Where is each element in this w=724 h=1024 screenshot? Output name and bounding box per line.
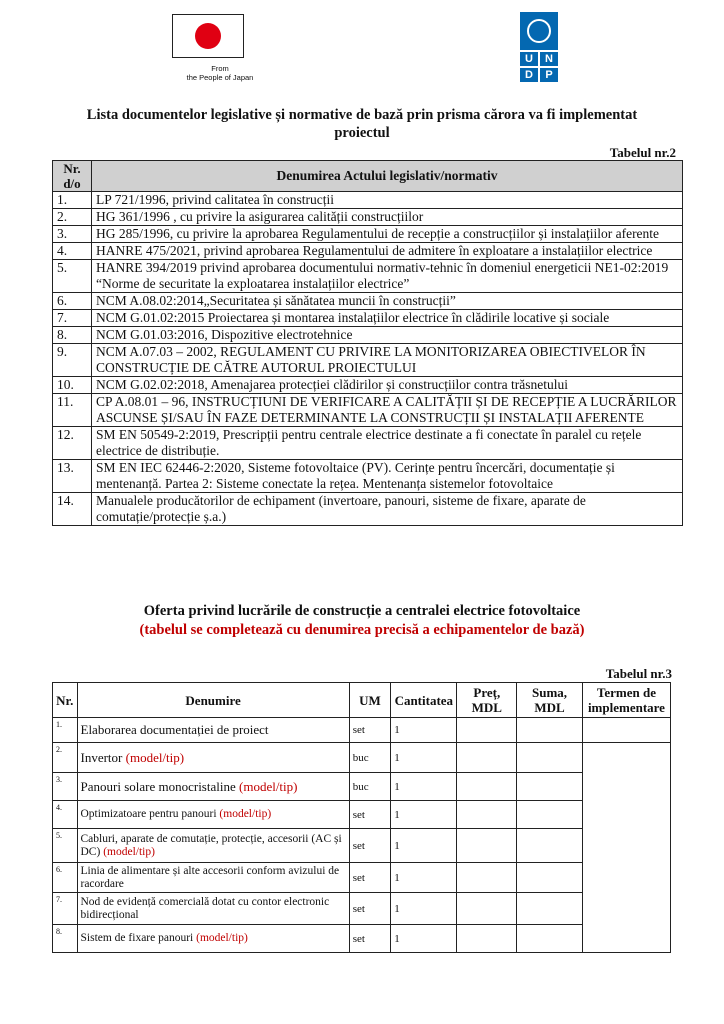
table-row — [53, 743, 671, 773]
document-name: Manualele producătorilor de echipament (invertoare, panouri, sisteme de fixare, aparate de comutație/protecție ș.a.) — [92, 493, 683, 526]
row-number: 1. — [53, 718, 78, 743]
item-name: Sistem de fixare panouri — [80, 932, 197, 944]
document-name: CP A.08.01 – 96, INSTRUCȚIUNI DE VERIFICARE A CALITĂȚII ȘI DE RECEPȚIE A LUCRĂRILOR ASCUNSE ȘI/SAU ÎN FAZE DETERMINANTE LA CONSTRUCȚII ȘI INSTALAȚII AFERENTE — [92, 394, 683, 427]
item-quantity: 1 — [391, 743, 457, 773]
item-um: set — [349, 893, 390, 925]
table-row — [53, 310, 683, 327]
item-quantity: 1 — [391, 801, 457, 829]
col-suma-header: Suma, MDL — [517, 683, 583, 718]
document-name: SM EN 50549-2:2019, Prescripții pentru centrale electrice destinate a fi conectate în paralel cu rețele electrice de distribuție. — [92, 427, 683, 460]
item-sum-cell[interactable] — [517, 893, 583, 925]
japan-flag-logo — [172, 14, 246, 64]
item-denumire — [77, 829, 349, 863]
item-um: set — [349, 801, 390, 829]
col-nr-header: Nr. — [53, 683, 78, 718]
item-denumire — [77, 893, 349, 925]
offer-table — [52, 682, 671, 953]
item-price-cell[interactable] — [457, 863, 517, 893]
row-number: 10. — [53, 377, 92, 394]
undp-letter: N — [540, 52, 558, 66]
item-sum-cell[interactable] — [517, 863, 583, 893]
row-number: 6. — [53, 863, 78, 893]
japan-caption-line1: From — [211, 64, 229, 73]
item-quantity: 1 — [391, 893, 457, 925]
model-tip-placeholder: (model/tip) — [196, 932, 248, 944]
table-row — [53, 460, 683, 493]
section2-title: Oferta privind lucrările de construcție a centralei electrice fotovoltaice — [143, 603, 581, 619]
row-number: 1. — [53, 192, 92, 209]
item-sum-cell[interactable] — [517, 743, 583, 773]
row-number: 5. — [53, 260, 92, 293]
item-sum-cell[interactable] — [517, 718, 583, 743]
document-name: HANRE 394/2019 privind aprobarea documentului normativ-tehnic în domeniul energeticii NE1-02:2019 “Norme de securitate la exploatarea instalațiilor electrice” — [92, 260, 683, 293]
item-name: Optimizatoare pentru panouri — [80, 808, 220, 820]
table-row — [53, 893, 671, 925]
document-name: HG 285/1996, cu privire la aprobarea Regulamentului de recepție a construcțiilor și instalațiilor aferente — [92, 226, 683, 243]
row-number: 8. — [53, 327, 92, 344]
table-row — [53, 773, 671, 801]
document-name: LP 721/1996, privind calitatea în construcții — [92, 192, 683, 209]
item-sum-cell[interactable] — [517, 801, 583, 829]
row-number: 7. — [53, 310, 92, 327]
table-row — [53, 493, 683, 526]
section2-title-block — [60, 602, 664, 640]
undp-logo — [520, 12, 560, 82]
term-merged-cell[interactable] — [582, 743, 670, 953]
item-quantity: 1 — [391, 829, 457, 863]
item-price-cell[interactable] — [457, 743, 517, 773]
section1-title: Lista documentelor legislative și normative de bază prin prisma cărora va fi implementat proiectul — [86, 107, 638, 141]
item-quantity: 1 — [391, 718, 457, 743]
row-number: 4. — [53, 243, 92, 260]
row-number: 8. — [53, 925, 78, 953]
item-price-cell[interactable] — [457, 773, 517, 801]
document-name: NCM A.08.02:2014„Securitatea și sănătatea muncii în construcții” — [92, 293, 683, 310]
document-name: HANRE 475/2021, privind aprobarea Regulamentului de admitere în exploatare a instalațiilor electrice — [92, 243, 683, 260]
item-um: buc — [349, 743, 390, 773]
table-row — [53, 243, 683, 260]
row-number: 7. — [53, 893, 78, 925]
table-row — [53, 344, 683, 377]
item-sum-cell[interactable] — [517, 773, 583, 801]
undp-letter: P — [540, 68, 558, 82]
item-term-cell[interactable] — [582, 718, 670, 743]
col-termen-header: Termen de implementare — [582, 683, 670, 718]
table-row — [53, 925, 671, 953]
table-row — [53, 327, 683, 344]
item-um: buc — [349, 773, 390, 801]
japan-flag-icon — [172, 14, 244, 58]
model-tip-placeholder: (model/tip) — [125, 749, 185, 765]
item-quantity: 1 — [391, 863, 457, 893]
table-row — [53, 718, 671, 743]
item-denumire — [77, 718, 349, 743]
item-um: set — [349, 863, 390, 893]
row-number: 13. — [53, 460, 92, 493]
item-um: set — [349, 925, 390, 953]
table3-label: Tabelul nr.3 — [605, 666, 672, 681]
row-number: 9. — [53, 344, 92, 377]
item-um: set — [349, 829, 390, 863]
row-number: 6. — [53, 293, 92, 310]
table-row — [53, 829, 671, 863]
undp-globe-icon — [520, 12, 558, 50]
table-row — [53, 293, 683, 310]
table-row — [53, 260, 683, 293]
row-number: 4. — [53, 801, 78, 829]
col-denumire-header: Denumire — [77, 683, 349, 718]
undp-letter: U — [520, 52, 538, 66]
legislative-documents-table — [52, 160, 683, 526]
row-number: 2. — [53, 209, 92, 226]
item-quantity: 1 — [391, 925, 457, 953]
table-row — [53, 226, 683, 243]
item-sum-cell[interactable] — [517, 925, 583, 953]
section2-subtitle: (tabelul se completează cu denumirea precisă a echipamentelor de bază) — [139, 622, 585, 638]
item-denumire — [77, 773, 349, 801]
col-pret-header: Preț, MDL — [457, 683, 517, 718]
table-row — [53, 801, 671, 829]
item-sum-cell[interactable] — [517, 829, 583, 863]
row-number: 12. — [53, 427, 92, 460]
row-number: 5. — [53, 829, 78, 863]
model-tip-placeholder: (model/tip) — [103, 845, 155, 858]
item-denumire — [77, 925, 349, 953]
japan-caption — [170, 64, 270, 82]
document-name: SM EN IEC 62446-2:2020, Sisteme fotovoltaice (PV). Cerințe pentru încercări, documentație și mentenanță. Partea 2: Sisteme conectate la rețea. Mentenanța sistemelor fotovoltaice — [92, 460, 683, 493]
item-price-cell[interactable] — [457, 829, 517, 863]
document-name: HG 361/1996 , cu privire la asigurarea calității construcțiilor — [92, 209, 683, 226]
row-number: 14. — [53, 493, 92, 526]
col-cantitatea-header: Cantitatea — [391, 683, 457, 718]
item-price-cell[interactable] — [457, 925, 517, 953]
row-number: 3. — [53, 226, 92, 243]
model-tip-placeholder: (model/tip) — [219, 808, 272, 820]
document-name: NCM A.07.03 – 2002, REGULAMENT CU PRIVIRE LA MONITORIZAREA OBIECTIVELOR ÎN CONSTRUCȚIE DE CĂTRE AUTORUL PROIECTULUI — [92, 344, 683, 377]
item-name: Linia de alimentare și alte accesorii conform avizului de racordare — [80, 864, 340, 890]
document-name: NCM G.01.03:2016, Dispozitive electrotehnice — [92, 327, 683, 344]
item-quantity: 1 — [391, 773, 457, 801]
document-name: NCM G.02.02:2018, Amenajarea protecției clădirilor și construcțiilor contra trăsnetului — [92, 377, 683, 394]
row-number: 2. — [53, 743, 78, 773]
item-name: Nod de evidență comercială dotat cu contor electronic bidirecțional — [80, 895, 330, 921]
document-name: NCM G.01.02:2015 Proiectarea și montarea instalațiilor electrice în clădirile locative și sociale — [92, 310, 683, 327]
table-row — [53, 377, 683, 394]
model-tip-placeholder: (model/tip) — [239, 778, 298, 794]
table-row — [53, 394, 683, 427]
item-name: Cabluri, aparate de comutație, protecție, accesorii (AC și DC) — [80, 832, 342, 858]
undp-letter: D — [520, 68, 538, 82]
item-denumire — [77, 801, 349, 829]
row-number: 11. — [53, 394, 92, 427]
table-row — [53, 863, 671, 893]
table-row — [53, 192, 683, 209]
japan-caption-line2: the People of Japan — [186, 73, 254, 82]
item-name: Invertor — [80, 749, 126, 765]
table-row — [53, 427, 683, 460]
col-name-header: Denumirea Actului legislativ/normativ — [92, 161, 683, 192]
item-name: Elaborarea documentației de proiect — [80, 722, 269, 737]
item-denumire — [77, 863, 349, 893]
col-nr-header: Nr. d/o — [53, 161, 92, 192]
row-number: 3. — [53, 773, 78, 801]
item-denumire — [77, 743, 349, 773]
item-um: set — [349, 718, 390, 743]
item-price-cell[interactable] — [457, 893, 517, 925]
table-row — [53, 209, 683, 226]
col-um-header: UM — [349, 683, 390, 718]
item-price-cell[interactable] — [457, 801, 517, 829]
item-price-cell[interactable] — [457, 718, 517, 743]
item-name: Panouri solare monocristaline — [80, 778, 239, 794]
table2-label: Tabelul nr.2 — [609, 145, 676, 160]
